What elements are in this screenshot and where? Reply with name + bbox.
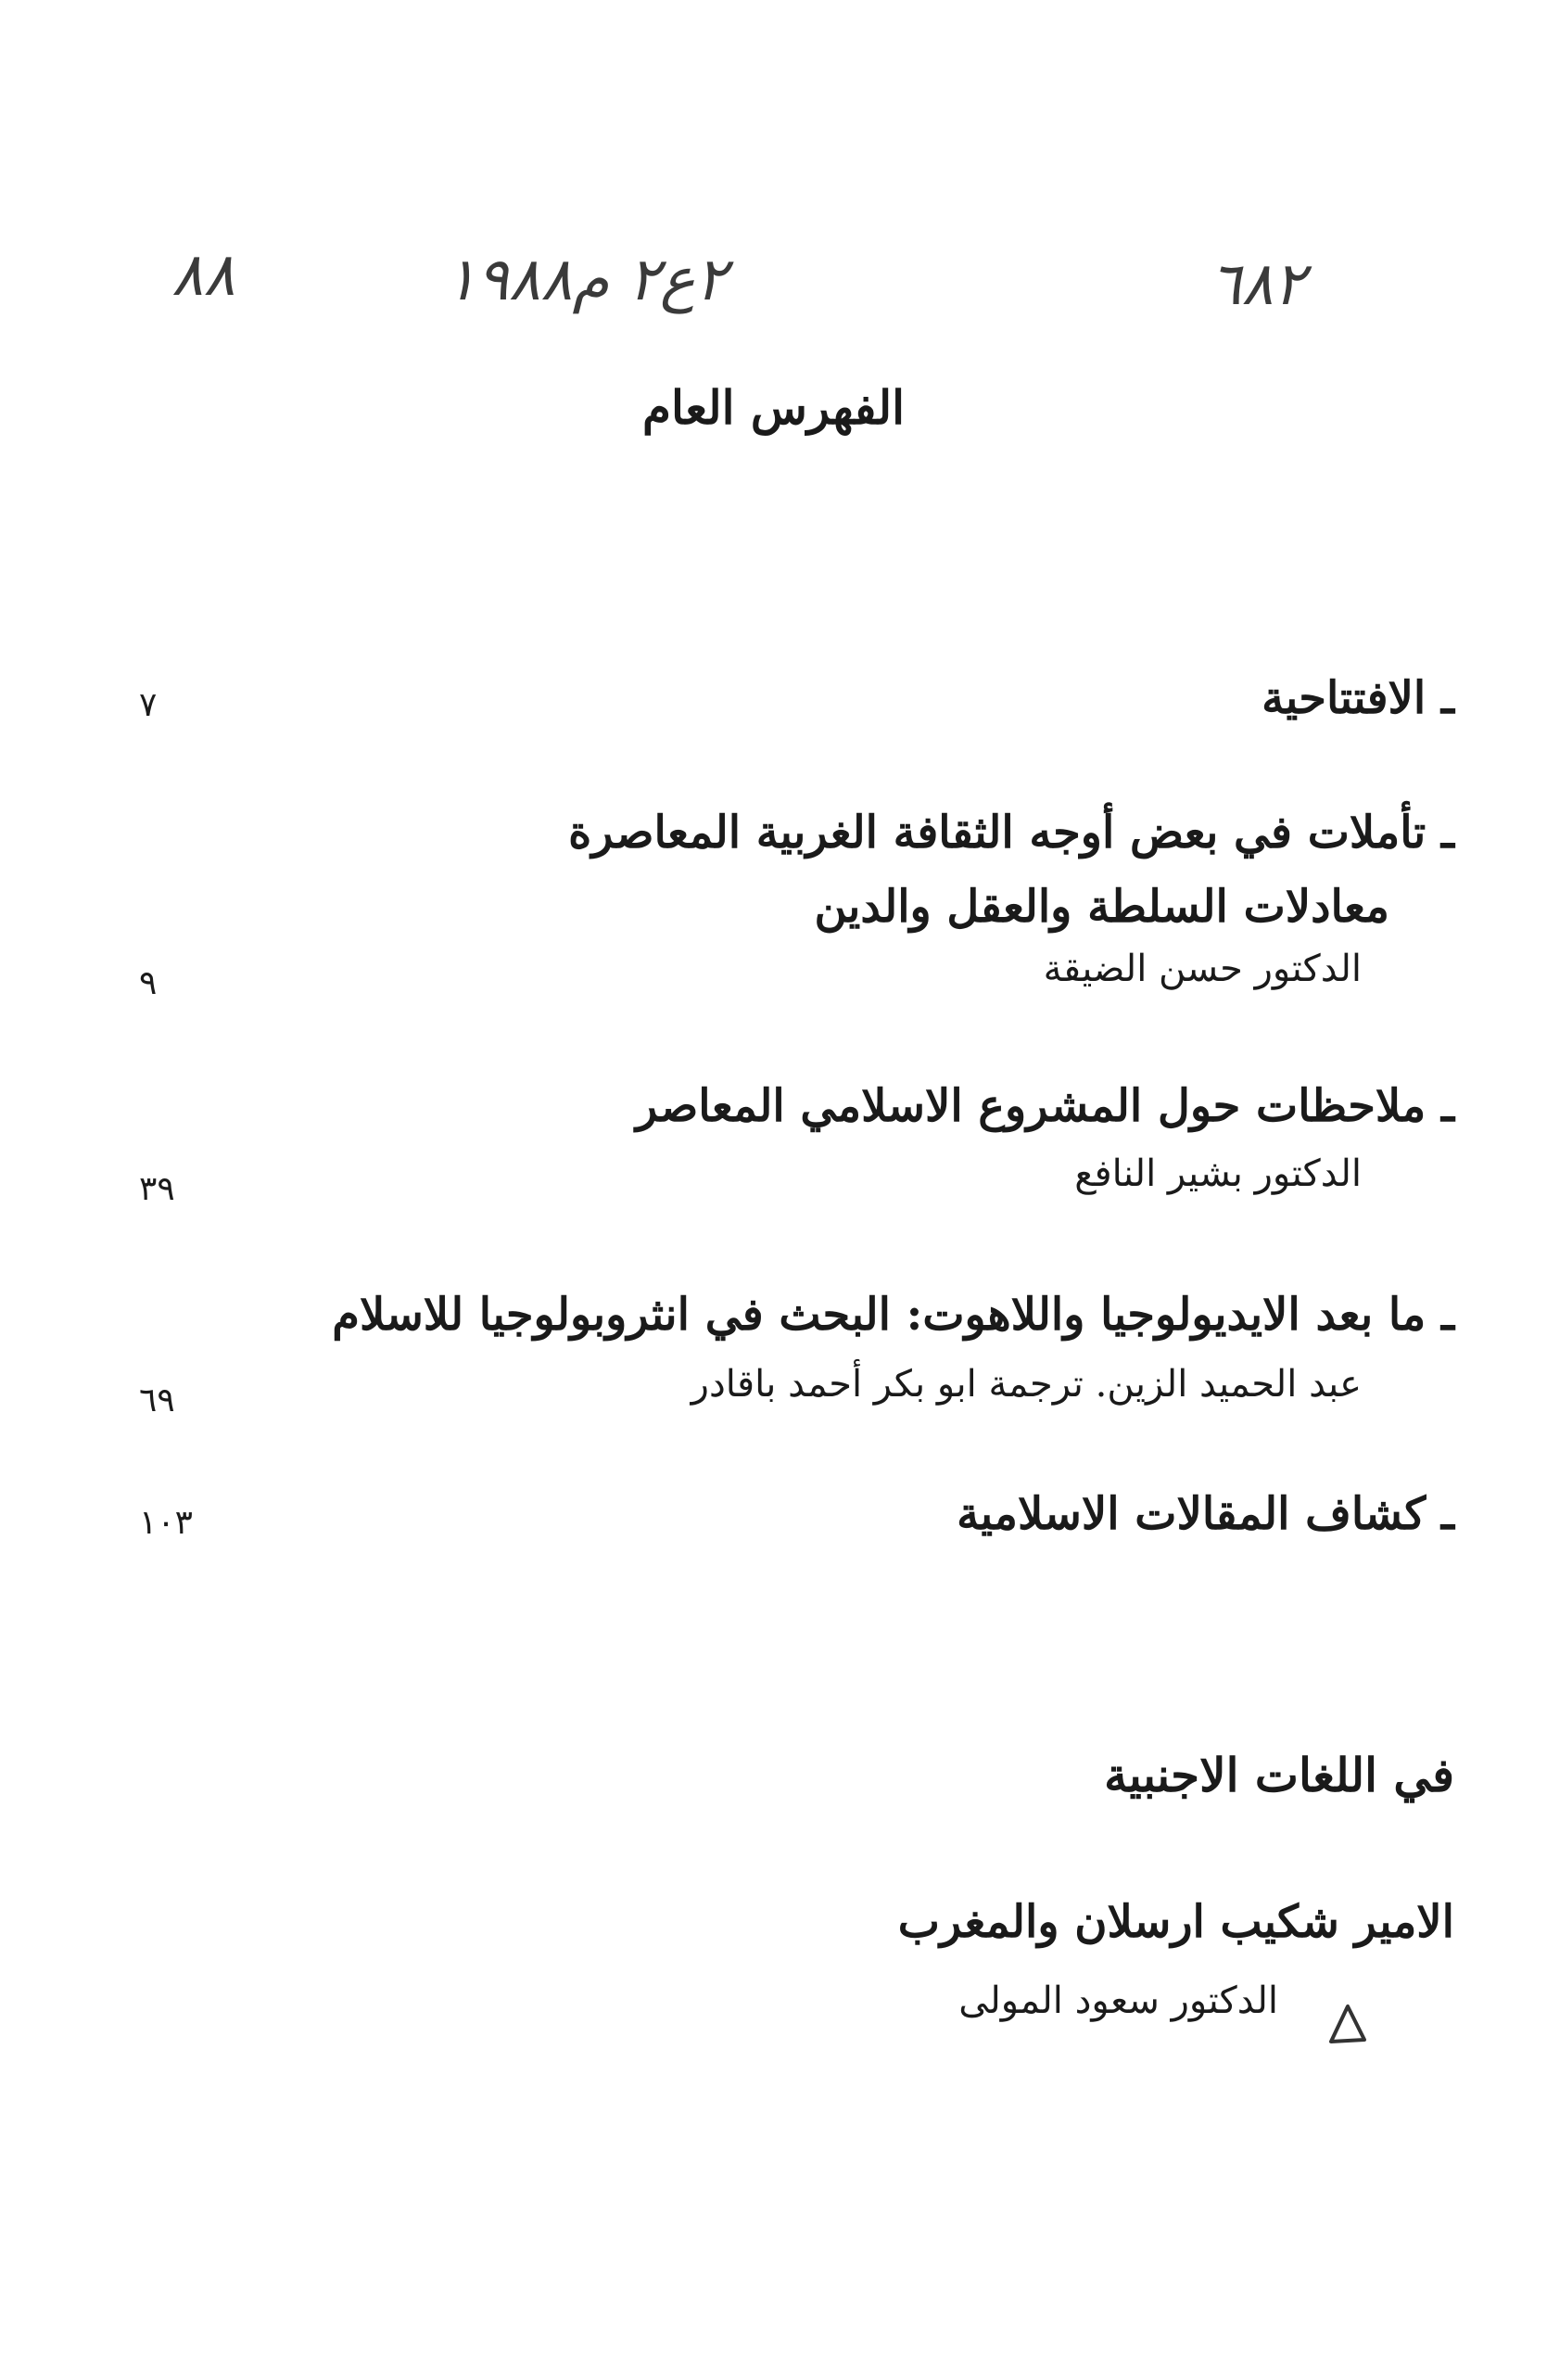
handwritten-number: ٨٨ bbox=[171, 241, 235, 310]
triangle-mark-icon bbox=[1325, 2003, 1368, 2047]
foreign-article-author-line bbox=[958, 1979, 1278, 2022]
toc-entry-opening bbox=[1262, 672, 1454, 724]
foreign-languages-heading: في اللغات الاجنبية bbox=[1104, 1748, 1454, 1802]
foreign-article-title: الامير شكيب ارسلان والمغرب bbox=[897, 1896, 1454, 1948]
page-number: ٧ bbox=[139, 686, 158, 724]
page-number: ١٠٣ bbox=[139, 1504, 194, 1542]
toc-entry-reflections-author bbox=[1044, 948, 1362, 990]
entry-author: الدكتور بشير النافع bbox=[1074, 1152, 1362, 1195]
entry-subtitle: معادلات السلطة والعقل والدين bbox=[814, 881, 1389, 933]
toc-entry-reflections bbox=[568, 807, 1454, 859]
toc-entry-remarks-author bbox=[1074, 1152, 1362, 1195]
toc-entry-index bbox=[957, 1488, 1454, 1540]
entry-title: ـ كشاف المقالات الاسلامية bbox=[957, 1488, 1454, 1540]
toc-entry-post-ideology bbox=[332, 1289, 1454, 1341]
page-number: ٣٩ bbox=[139, 1170, 175, 1208]
entry-title: ـ تأملات في بعض أوجه الثقافة الغربية المعاصرة bbox=[568, 807, 1454, 859]
toc-entry-post-ideology-author bbox=[691, 1363, 1362, 1406]
toc-entry-reflections-subtitle bbox=[814, 881, 1389, 933]
entry-title: ـ ما بعد الايديولوجيا واللاهوت: البحث في انثروبولوجيا للاسلام bbox=[332, 1289, 1454, 1341]
page-number: ٩ bbox=[139, 964, 158, 1002]
toc-entry-remarks bbox=[636, 1080, 1454, 1132]
entry-title: ـ الافتتاحية bbox=[1262, 672, 1454, 724]
page-number: ٦٩ bbox=[139, 1381, 175, 1419]
page-title: الفهرس العام bbox=[642, 380, 905, 435]
foreign-article-author: الدكتور سعود المولى bbox=[958, 1979, 1278, 2022]
handwritten-date: ٢ع٢ م١٩٨٨ bbox=[445, 246, 728, 314]
foreign-article bbox=[898, 1896, 1454, 1948]
entry-author: الدكتور حسن الضيقة bbox=[1043, 948, 1362, 990]
entry-title: ـ ملاحظات حول المشروع الاسلامي المعاصر bbox=[635, 1080, 1454, 1132]
entry-author: عبد الحميد الزين. ترجمة ابو بكر أحمد باقادر bbox=[691, 1363, 1362, 1406]
handwritten-code: ٦٨٢ bbox=[1210, 250, 1306, 319]
